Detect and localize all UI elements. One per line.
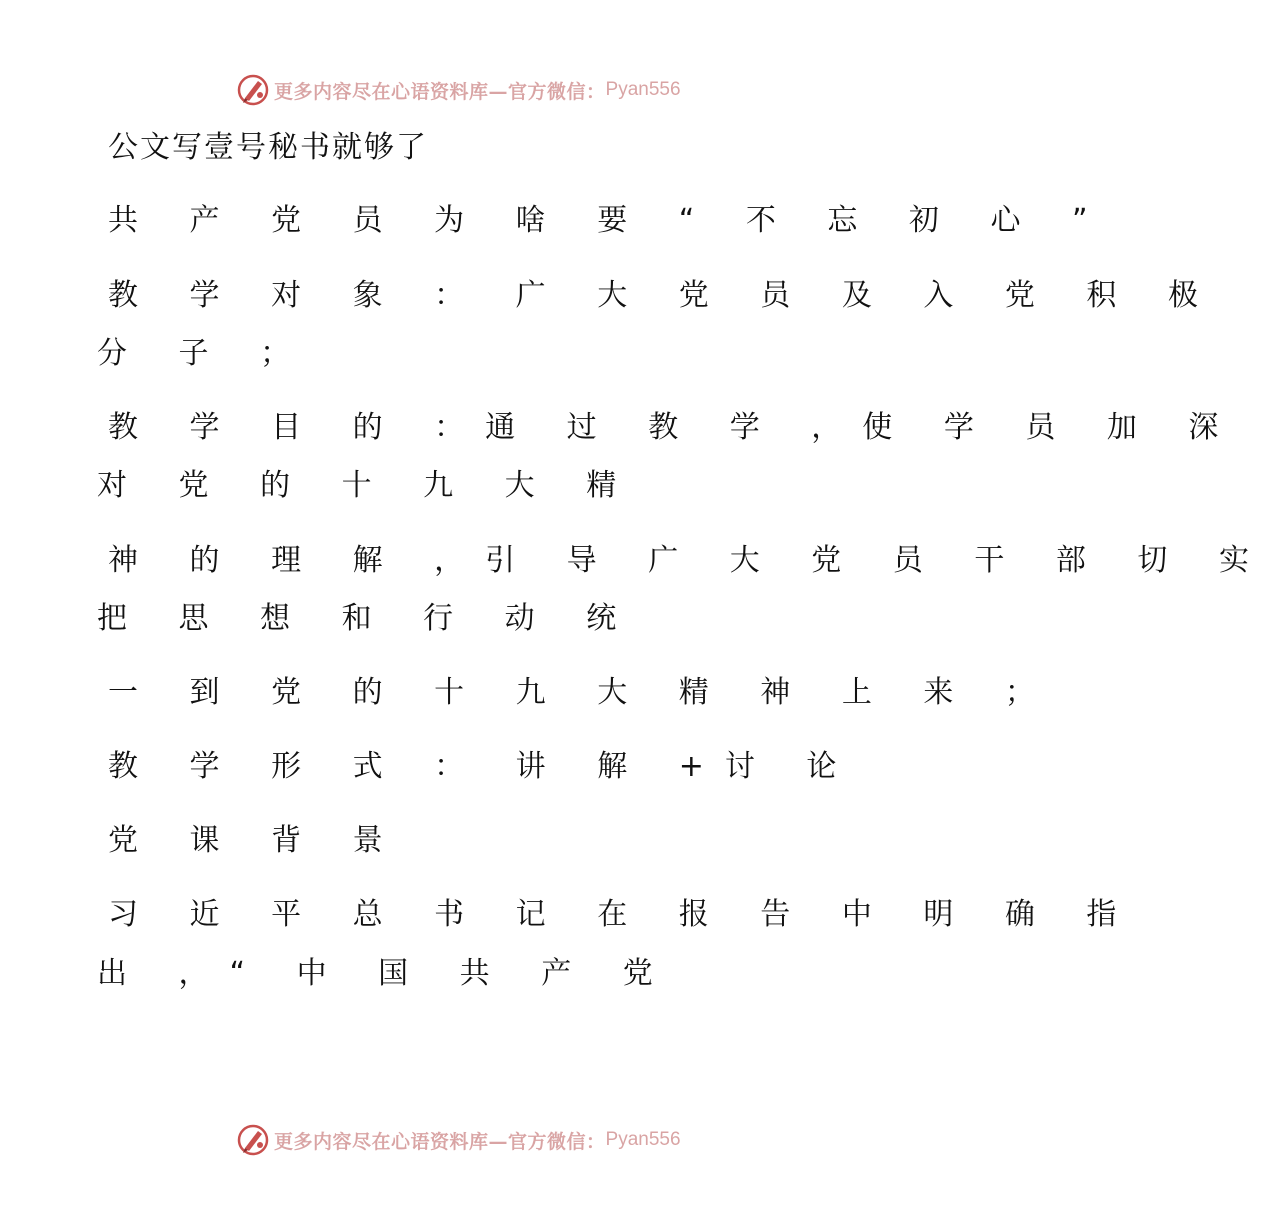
doc-line-teaching-form: 教 学 形 式 ： 讲 解 +讨 论 — [108, 749, 858, 784]
doc-line-unify: 一 到 党 的 十 九 大 精 神 上 来 ； — [108, 675, 1056, 710]
doc-line-report-cont: 出 ，“ 中 国 共 产 党 — [97, 956, 674, 991]
doc-line-report: 习 近 平 总 书 记 在 报 告 中 明 确 指 — [108, 897, 1138, 932]
doc-line-target-audience: 教 学 对 象 ： 广 大 党 员 及 入 党 积 极 — [108, 278, 1219, 313]
doc-line-understanding-cont: 把 思 想 和 行 动 统 — [97, 601, 638, 636]
doc-line-teaching-goal: 教 学 目 的 ：通 过 教 学 ，使 学 员 加 深 — [108, 410, 1240, 445]
watermark-wechat-id: Pyan556 — [605, 79, 681, 100]
pen-logo-icon — [236, 73, 270, 107]
document-title: 公文写壹号秘书就够了 — [108, 130, 428, 165]
pen-logo-icon — [236, 1123, 270, 1157]
watermark-wechat-id: Pyan556 — [605, 1129, 681, 1150]
doc-line-understanding: 神 的 理 解 ，引 导 广 大 党 员 干 部 切 实 — [108, 543, 1270, 578]
doc-line-teaching-goal-cont: 对 党 的 十 九 大 精 — [97, 468, 638, 503]
watermark-text: 更多内容尽在心语资料库—官方微信： — [274, 80, 606, 103]
doc-line-lesson-background: 党 课 背 景 — [108, 823, 404, 858]
watermark-footer — [236, 1122, 681, 1158]
doc-line-heading: 共 产 党 员 为 啥 要 “ 不 忘 初 心 ” — [108, 203, 1109, 238]
doc-line-target-audience-cont: 分 子 ； — [97, 336, 312, 371]
watermark-text: 更多内容尽在心语资料库—官方微信： — [274, 1130, 606, 1153]
watermark-header — [236, 72, 681, 108]
